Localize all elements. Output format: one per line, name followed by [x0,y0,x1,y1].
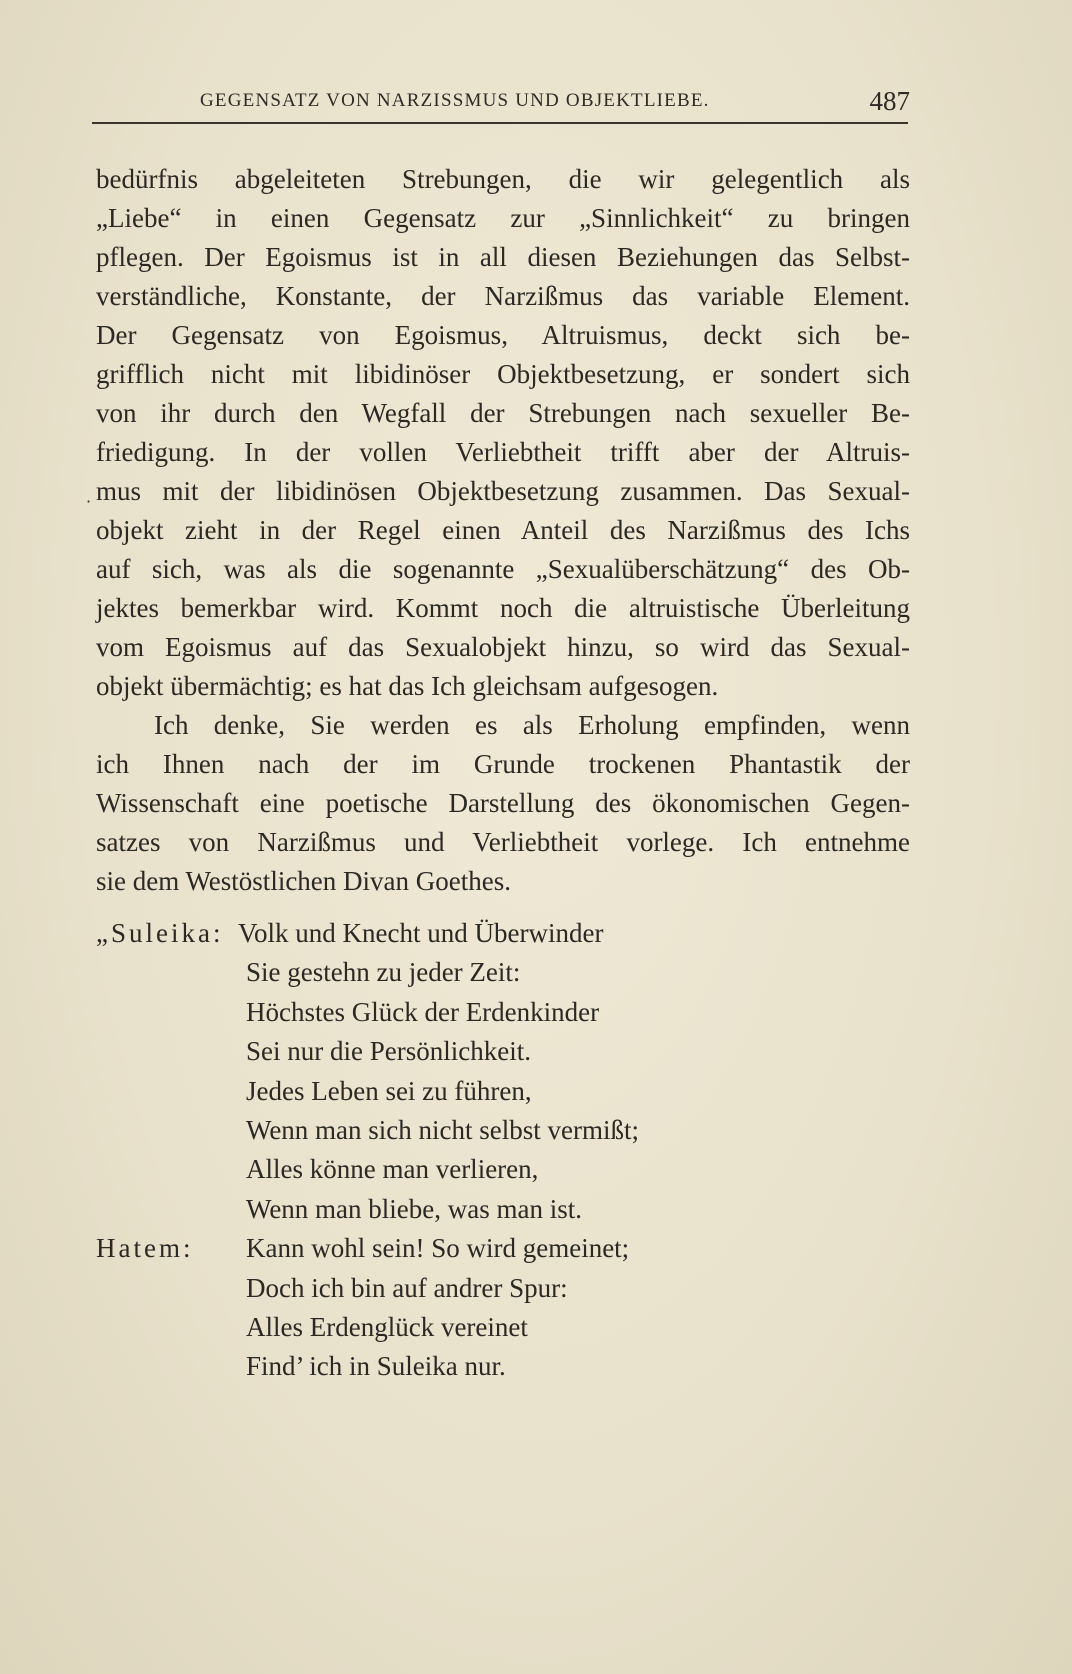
text-line: Der Gegensatz von Egoismus, Altruismus, deckt sich be- [96,320,910,350]
verse-line [96,1032,910,1071]
verse-text: Find’ ich in Suleika nur. [246,1351,506,1382]
text-line: objekt zieht in der Regel einen Anteil des Narzißmus des Ichs [96,515,910,545]
verse-text: Wenn man sich nicht selbst vermißt; [246,1114,640,1145]
header-rule [92,122,908,124]
text-line: grifflich nicht mit libidinöser Objektbesetzung, er sondert sich [96,359,910,389]
verse-line [96,1150,910,1189]
verse-line [96,914,910,953]
page-number: 487 [869,86,910,116]
speaker-hatem: Hatem: [96,1233,194,1264]
text-line: satzes von Narzißmus und Verliebtheit vorlege. Ich entnehme [96,827,910,857]
running-head: GEGENSATZ VON NARZISSMUS UND OBJEKTLIEBE. [200,90,710,111]
text-line: friedigung. In der vollen Verliebtheit trifft aber der Altruis- [96,437,910,467]
text-line: von ihr durch den Wegfall der Strebungen nach sexueller Be- [96,398,910,428]
verse-text: Höchstes Glück der Erdenkinder [246,996,600,1027]
verse-line [96,1308,910,1347]
verse-line [96,953,910,992]
text-line: auf sich, was als die sogenannte „Sexualüberschätzung“ des Ob- [96,554,910,584]
text-line: verständliche, Konstante, der Narzißmus das variable Element. [96,281,910,311]
verse-line [96,1229,910,1268]
page-header [96,86,910,122]
verse-line [96,993,910,1032]
paragraph-2 [96,706,910,901]
verse-line [96,1072,910,1111]
verse-text: Alles Erdenglück vereinet [246,1311,528,1342]
poem-block [96,914,910,1387]
speaker-suleika: „Suleika: [96,918,224,948]
verse-line [96,1269,910,1308]
verse-text: Alles könne man verlieren, [246,1154,539,1185]
verse-text: Sei nur die Persönlichkeit. [246,1036,531,1067]
margin-mark: · [86,492,92,511]
text-line: Wissenschaft eine poetische Darstellung des ökonomischen Gegen- [96,788,910,818]
text-line: bedürfnis abgeleiteten Strebungen, die wir gelegentlich als [96,164,910,194]
text-line: sie dem Westöstlichen Divan Goethes. [96,866,511,896]
text-line: ich Ihnen nach der im Grunde trockenen Phantastik der [96,749,910,779]
verse-text: Jedes Leben sei zu führen, [246,1075,532,1106]
text-line: „Liebe“ in einen Gegensatz zur „Sinnlichkeit“ zu bringen [96,203,910,233]
paragraph-1 [96,160,910,706]
verse-text: Volk und Knecht und Überwinder [238,918,604,948]
text-line: jektes bemerkbar wird. Kommt noch die altruistische Überleitung [96,593,910,623]
verse-text: Wenn man bliebe, was man ist. [246,1193,582,1224]
text-line: vom Egoismus auf das Sexualobjekt hinzu, so wird das Sexual- [96,632,910,662]
verse-text: Kann wohl sein! So wird gemeinet; [246,1233,630,1264]
text-line: pflegen. Der Egoismus ist in all diesen Beziehungen das Selbst- [96,242,910,272]
prose-body [96,160,910,901]
verse-text: Sie gestehn zu jeder Zeit: [246,957,521,988]
verse-line [96,1190,910,1229]
stanza-hatem [96,1229,910,1387]
stanza-suleika [96,914,910,1229]
verse-line [96,1111,910,1150]
verse-text: Doch ich bin auf andrer Spur: [246,1272,568,1303]
verse-line [96,1347,910,1386]
text-line: objekt übermächtig; es hat das Ich gleichsam aufgesogen. [96,671,719,701]
text-line: mus mit der libidinösen Objektbesetzung zusammen. Das Sexual- [96,476,910,506]
text-line: Ich denke, Sie werden es als Erholung empfinden, wenn [154,710,910,740]
